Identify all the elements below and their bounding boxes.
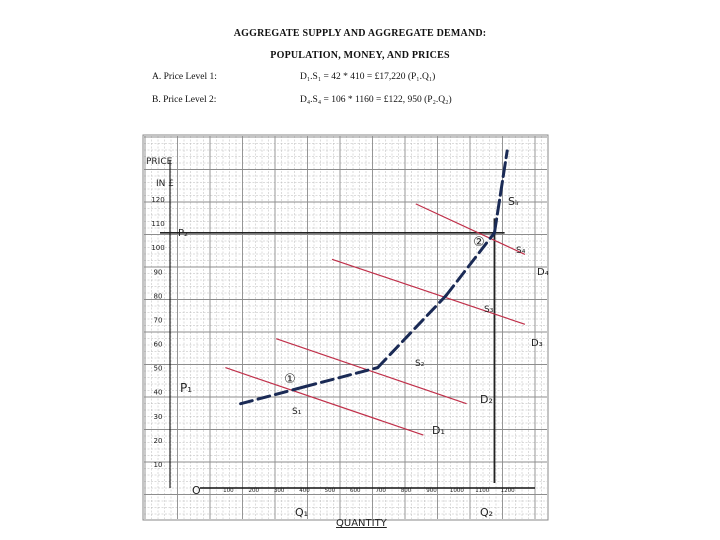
chart-reference-lines [160,218,505,483]
x-tick-label: 700 [375,488,386,494]
x-tick-label: 300 [273,488,285,494]
x-tick-label: 1100 [475,488,490,494]
annotation-p2: P₂ [178,227,189,239]
y-tick-label: 80 [153,292,163,301]
series-line-8 [494,151,507,233]
y-tick-label: 110 [151,220,165,229]
x-tick-label: 900 [426,488,437,494]
y-tick-label: 60 [153,340,163,349]
annotation-s1: S₁ [292,407,302,417]
annotation-q2: Q₂ [480,506,494,519]
y-tick-label: 100 [151,244,165,253]
y-axis-unit-label: IN £ [156,179,174,189]
chart-annotations [146,157,549,529]
y-tick-label: 50 [153,364,163,373]
equation-b-label: B. Price Level 2: [152,95,217,105]
y-tick-label: 70 [153,316,163,325]
annotation-s2: S₂ [415,359,425,369]
chart-axes [170,160,535,488]
x-axis-label: QUANTITY [336,518,387,529]
origin-label: O [192,484,201,497]
x-tick-label: 400 [299,488,310,494]
x-tick-label: 800 [400,488,412,494]
x-tick-label: 1000 [449,488,464,494]
x-tick-label: 600 [350,488,361,494]
chart-grid [143,135,548,520]
equilibrium-marker-1: ① [284,372,296,387]
x-tick-label: 200 [248,488,260,494]
annotation-slr: Sₗᵣ [508,195,520,208]
y-tick-label: 20 [153,436,163,445]
page-subtitle: POPULATION, MONEY, AND PRICES [270,50,450,61]
y-tick-label: 120 [151,196,165,205]
series-line-1 [276,339,466,404]
x-tick-label: 100 [223,488,234,494]
equation-b-value: D₄.S₄ = 106 * 1160 = £122, 950 (P₂.Q₂) [300,95,452,105]
equation-a-value: D₁.S₁ = 42 * 410 = £17,220 (P₁.Q₁) [300,72,436,82]
equilibrium-marker-2: ② [473,235,485,250]
y-tick-label: 10 [153,460,163,469]
equation-a-label: A. Price Level 1: [152,72,217,82]
annotation-d2: D₂ [480,393,493,406]
annotation-q1: Q₁ [295,506,309,519]
x-tick-label: 500 [324,488,336,494]
page-title: AGGREGATE SUPPLY AND AGGREGATE DEMAND: [233,28,487,39]
x-tick-label: 1200 [500,488,515,494]
annotation-p1: P₁ [180,380,193,395]
annotation-d1: D₁ [432,424,445,437]
y-tick-label: 30 [153,412,163,421]
y-tick-label: 40 [153,388,163,397]
y-tick-label: 90 [153,268,163,277]
y-axis-label: PRICE [146,157,173,167]
annotation-s3: S₃ [484,305,494,315]
annotation-d3: D₃ [531,338,543,349]
annotation-s4: S₄ [516,246,526,256]
annotation-d4: D₄ [537,267,549,278]
